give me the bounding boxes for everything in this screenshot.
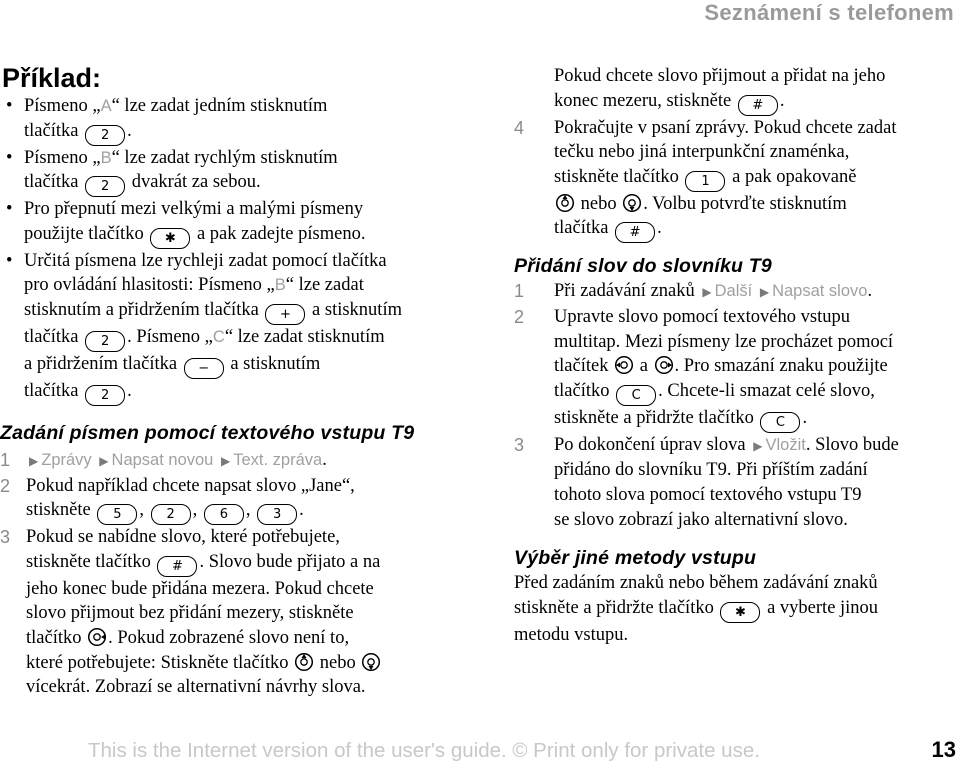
input-method-paragraph: Před zadáním znaků nebo během zadávání znaků stiskněte a přidržte tlačítko ✱ a vyberte jinou metodu vstupu. <box>514 573 879 645</box>
footer-disclaimer: This is the Internet version of the user's guide. © Print only for private use. <box>88 739 760 762</box>
list-item: • Pro přepnutí mezi velkými a malými písmeny použijte tlačítko ✱ a pak zadejte písmeno. <box>0 197 465 249</box>
key-6-icon: 6 <box>204 504 244 525</box>
navigation-up-icon <box>294 652 314 672</box>
navigation-left-icon <box>614 355 634 375</box>
menu-item-messages: Zprávy <box>41 450 92 469</box>
key-3-icon: 3 <box>257 504 297 525</box>
navigation-right-icon <box>654 355 674 375</box>
menu-item-insert: Vložit <box>765 435 806 454</box>
left-column <box>0 62 465 700</box>
key-star-icon: ✱ <box>150 228 190 249</box>
list-item: • Určitá písmena lze rychleji zadat pomocí tlačítka pro ovládání hlasitosti: Písmeno „B“ lze zadat stisknutím a přidržením tlačítka + a stisknutím tlačítka 2 . Písmeno „C“ lze zadat stisknutím a přidržením tlačítka − a stisknutím tlačítka 2 . <box>0 249 465 406</box>
key-5-icon: 5 <box>97 504 137 525</box>
letter-a: A <box>100 97 112 115</box>
arrow-right-icon: ▶ <box>220 453 231 468</box>
key-1-icon: 1 <box>685 171 725 192</box>
letter-b: B <box>274 276 286 295</box>
list-item: 2 Pokud například chcete napsat slovo „Jane“, stiskněte 5 , 2 , 6 , 3 . <box>0 474 465 526</box>
list-item: 1 ▶ Zprávy ▶ Napsat novou ▶ Text. zpráva. <box>0 449 327 470</box>
letter-c: C <box>212 327 225 346</box>
arrow-right-icon: ▶ <box>759 285 770 300</box>
running-header: Seznámení s telefonem <box>704 0 954 25</box>
arrow-right-icon: ▶ <box>702 285 712 300</box>
key-2-icon: 2 <box>151 504 191 525</box>
navigation-right-icon <box>87 627 107 647</box>
key-clear-icon: C <box>760 412 800 433</box>
volume-minus-key-icon: − <box>184 358 224 379</box>
input-method-section-heading: Výběr jiné metody vstupu <box>514 547 757 570</box>
example-title: Příklad: <box>2 63 102 93</box>
key-2-icon: 2 <box>85 385 125 406</box>
list-item: 2 Upravte slovo pomocí textového vstupu multitap. Mezi písmeny lze procházet pomocí tlačítek a . Pro smazání znaku použijte tlačítko C . Chcete-li smazat celé slovo, stiskněte a přidržte tlačítko C . <box>514 305 960 433</box>
navigation-up-icon <box>555 193 575 213</box>
navigation-down-icon <box>622 193 642 213</box>
key-2-icon: 2 <box>85 125 125 146</box>
t9-steps-continued <box>514 116 960 244</box>
right-column <box>514 62 960 647</box>
navigation-down-icon <box>361 652 381 672</box>
key-hash-icon: # <box>738 95 778 116</box>
list-item: • Písmeno „A“ lze zadat jedním stisknutím tlačítka 2 . <box>0 94 465 146</box>
volume-plus-key-icon: + <box>265 304 305 325</box>
menu-item-write-new: Napsat novou <box>111 450 214 469</box>
t9-section-heading: Zadání písmen pomocí textového vstupu T9 <box>0 421 415 444</box>
key-2-icon: 2 <box>85 331 125 352</box>
menu-item-more: Další <box>714 282 753 301</box>
menu-item-write-word: Napsat slovo <box>772 282 868 301</box>
menu-item-text-message: Text. zpráva <box>233 450 323 469</box>
list-item: • Písmeno „B“ lze zadat rychlým stisknutím tlačítka 2 dvakrát za sebou. <box>0 146 465 198</box>
page-number: 13 <box>931 737 956 762</box>
t9-steps <box>0 448 465 700</box>
list-item: 3 Po dokončení úprav slova ▶ Vložit. Slovo bude přidáno do slovníku T9. Při příštím zadání tohoto slova pomocí textového vstupu T9 se slovo zobrazí jako alternativní slovo. <box>514 434 899 530</box>
step-3-continuation: Pokud chcete slovo přijmout a přidat na jeho konec mezeru, stiskněte # . <box>514 64 960 116</box>
dictionary-section-heading: Přidání slov do slovníku T9 <box>514 255 772 278</box>
letter-b: B <box>100 148 112 167</box>
list-item: 3 Pokud se nabídne slovo, které potřebujete, stiskněte tlačítko # . Slovo bude přijato a na jeho konec bude přidána mezera. Pokud chcete slovo přijmout bez přidání mezery, stiskněte tlačítko . Pokud zobrazené slovo není to, které potřebujete: Stiskněte tlačítko nebo vícekrát. Zobrazí se alternativní návrhy slova. <box>0 527 381 698</box>
key-hash-icon: # <box>615 222 655 243</box>
key-2-icon: 2 <box>85 176 125 197</box>
key-star-icon: ✱ <box>720 602 760 623</box>
key-hash-icon: # <box>157 556 197 577</box>
example-list <box>0 94 465 406</box>
arrow-right-icon: ▶ <box>753 438 763 453</box>
list-item: 4 Pokračujte v psaní zprávy. Pokud chcete zadat tečku nebo jiná interpunkční znaménka, stiskněte tlačítko 1 a pak opakovaně nebo . Volbu potvrďte stisknutím tlačítka # . <box>514 116 960 244</box>
arrow-right-icon: ▶ <box>29 453 39 468</box>
dictionary-steps <box>514 279 960 532</box>
arrow-right-icon: ▶ <box>99 453 109 468</box>
list-item: 1 Při zadávání znaků ▶ Další ▶ Napsat slovo. <box>514 281 873 302</box>
key-clear-icon: C <box>616 385 656 406</box>
